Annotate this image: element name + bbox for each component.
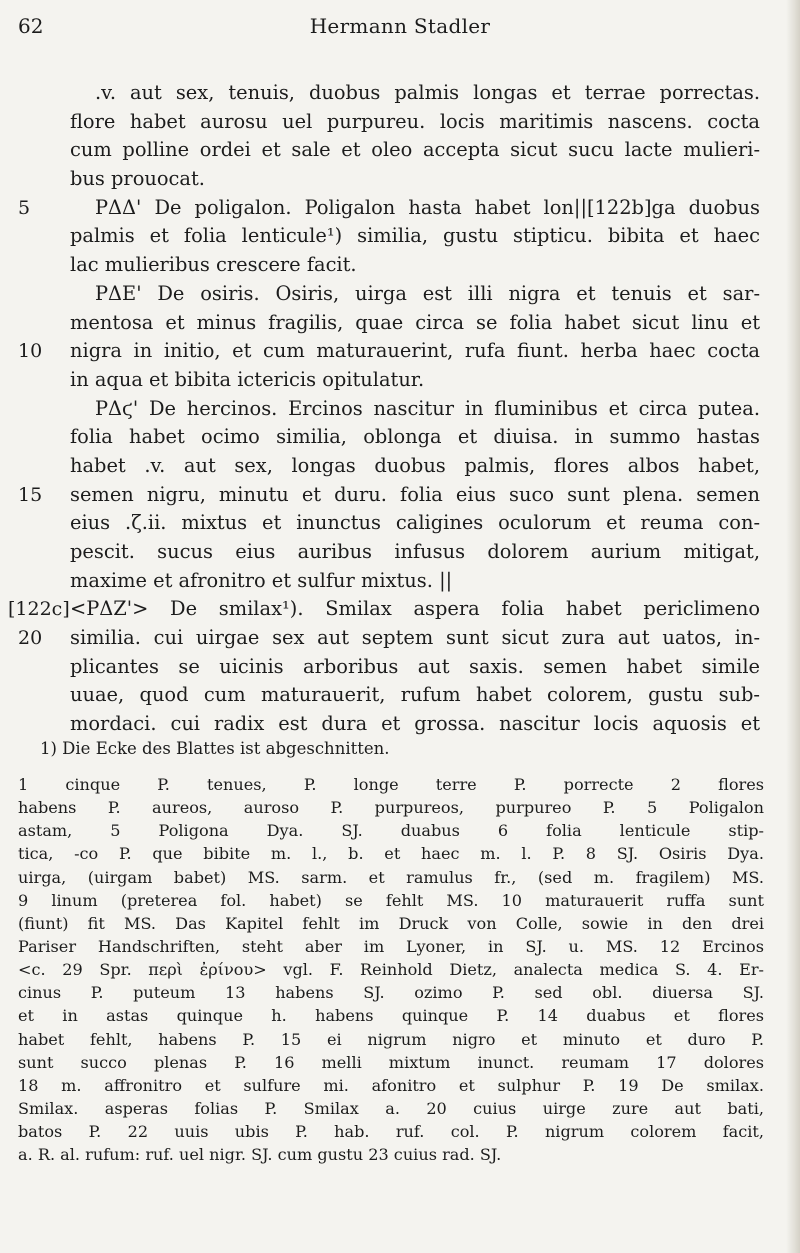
page-header xyxy=(0,14,800,44)
apparatus-line: <c. 29 Spr. περὶ ἐρίνου> vgl. F. Reinhold Dietz, analecta medica S. 4. Er- xyxy=(18,960,764,980)
text-line xyxy=(70,509,760,538)
apparatus-line: Smilax. asperas folias P. Smilax a. 20 cuius uirge zure aut bati, xyxy=(18,1098,764,1118)
text-line xyxy=(18,337,760,366)
text-line xyxy=(70,251,760,280)
line-number: 10 xyxy=(18,340,43,363)
line-text: nigra in initio, et cum maturauerint, rufa fiunt. herba haec cocta xyxy=(70,339,760,363)
text-line xyxy=(70,423,760,452)
line-text: mentosa et minus fragilis, quae circa se folia habet sicut linu et xyxy=(70,310,760,334)
text-line xyxy=(70,567,760,596)
text-line xyxy=(70,681,760,710)
apparatus-line: cinus P. puteum 13 habens SJ. ozimo P. sed obl. diuersa SJ. xyxy=(18,983,764,1003)
line-text: palmis et folia lenticule¹) similia, gustu stipticu. bibita et haec xyxy=(70,224,760,248)
text-line xyxy=(70,222,760,251)
line-text: plicantes se uicinis arboribus aut saxis. semen habet simile xyxy=(70,654,760,678)
line-text: semen nigru, minutu et duru. folia eius suco sunt plena. semen xyxy=(70,482,760,506)
line-text: cum polline ordei et sale et oleo accepta sicut sucu lacte mulieri- xyxy=(70,138,760,162)
apparatus-line: (fiunt) fit MS. Das Kapitel fehlt im Druck von Colle, sowie in den drei xyxy=(18,913,764,933)
line-text: PΔΔ' De poligalon. Poligalon hasta habet lon||[122b]ga duobus xyxy=(95,195,760,219)
apparatus-line: et in astas quinque h. habens quinque P. 14 duabus et flores xyxy=(18,1006,764,1026)
apparatus-line: uirga, (uirgam babet) MS. sarm. et ramulus fr., (sed m. fragilem) MS. xyxy=(18,867,764,887)
text-line xyxy=(18,481,760,510)
line-text: maxime et afronitro et sulfur mixtus. || xyxy=(70,568,453,592)
text-line xyxy=(70,280,760,309)
apparatus-line: tica, -co P. que bibite m. l., b. et haec m. l. P. 8 SJ. Osiris Dya. xyxy=(18,844,764,864)
line-text: lac mulieribus crescere facit. xyxy=(70,253,357,277)
line-text: pescit. sucus eius auribus infusus dolorem aurium mitigat, xyxy=(70,540,760,563)
line-text: .v. aut sex, tenuis, duobus palmis longas et terrae porrectas. xyxy=(95,81,760,104)
apparatus-line: 1 cinque P. tenues, P. longe terre P. porrecte 2 flores xyxy=(18,775,764,794)
line-number: 20 xyxy=(18,627,43,650)
footnote: 1) Die Ecke des Blattes ist abgeschnitten. xyxy=(40,739,390,758)
text-line xyxy=(18,624,760,653)
line-text: similia. cui uirgae sex aut septem sunt sicut zura aut uatos, in- xyxy=(70,626,760,650)
text-line xyxy=(8,595,760,624)
line-number: 5 xyxy=(18,196,31,219)
line-text: in aqua et bibita ictericis opitulatur. xyxy=(70,367,425,391)
line-text: habet .v. aut sex, longas duobus palmis, flores albos habet, xyxy=(70,453,760,477)
text-line xyxy=(70,136,760,165)
apparatus-line: 9 linum (preterea fol. habet) se fehlt MS. 10 maturauerit ruffa sunt xyxy=(18,890,764,910)
text-line xyxy=(70,366,760,395)
text-line xyxy=(70,165,760,194)
text-line xyxy=(70,108,760,137)
apparatus-line: habens P. aureos, auroso P. purpureos, purpureo P. 5 Poligalon xyxy=(18,798,764,818)
line-text: <PΔZ'> De smilax¹). Smilax aspera folia habet periclimeno xyxy=(70,597,760,621)
line-text: eius .ζ.ii. mixtus et inunctus caligines oculorum et reuma con- xyxy=(70,511,760,535)
line-text: flore habet aurosu uel purpureu. locis maritimis nascens. cocta xyxy=(70,109,760,133)
text-line xyxy=(18,194,760,223)
apparatus-line: astam, 5 Poligona Dya. SJ. duabus 6 folia lenticule stip- xyxy=(18,821,764,841)
apparatus-line: 18 m. affronitro et sulfure mi. afonitro et sulphur P. 19 De smilax. xyxy=(18,1075,764,1095)
line-text: bus prouocat. xyxy=(70,167,205,191)
footnote-block xyxy=(40,737,760,760)
critical-apparatus xyxy=(18,773,764,1166)
text-line xyxy=(70,452,760,481)
apparatus-line: sunt succo plenas P. 16 melli mixtum inunct. reumam 17 dolores xyxy=(18,1052,764,1072)
apparatus-line: batos P. 22 uuis ubis P. hab. ruf. col. P. nigrum colorem facit, xyxy=(18,1122,764,1142)
page-number: 62 xyxy=(18,14,44,38)
apparatus-line: habet fehlt, habens P. 15 ei nigrum nigro et minuto et duro P. xyxy=(18,1029,764,1049)
running-head: Hermann Stadler xyxy=(309,14,491,38)
text-line xyxy=(70,309,760,338)
line-text: uuae, quod cum maturauerit, rufum habet colorem, gustu sub- xyxy=(70,683,760,707)
main-text xyxy=(8,79,760,739)
line-text: PΔE' De osiris. Osiris, uirga est illi nigra et tenuis et sar- xyxy=(95,281,760,305)
line-text: mordaci. cui radix est dura et grossa. nascitur locis aquosis et xyxy=(70,712,760,736)
text-line xyxy=(70,710,760,739)
line-number: [122c] xyxy=(8,598,70,621)
line-number: 15 xyxy=(18,483,43,506)
page-edge xyxy=(786,0,800,1253)
text-line xyxy=(70,395,760,424)
line-text: folia habet ocimo similia, oblonga et diuisa. in summo hastas xyxy=(70,425,760,449)
text-line xyxy=(70,653,760,682)
line-text: PΔϛ' De hercinos. Ercinos nascitur in fluminibus et circa putea. xyxy=(95,396,760,420)
apparatus-line: a. R. al. rufum: ruf. uel nigr. SJ. cum gustu 23 cuius rad. SJ. xyxy=(18,1145,502,1165)
text-line xyxy=(70,79,760,108)
text-line xyxy=(70,538,760,567)
apparatus-line: Pariser Handschriften, steht aber im Lyoner, in SJ. u. MS. 12 Ercinos xyxy=(18,936,764,956)
